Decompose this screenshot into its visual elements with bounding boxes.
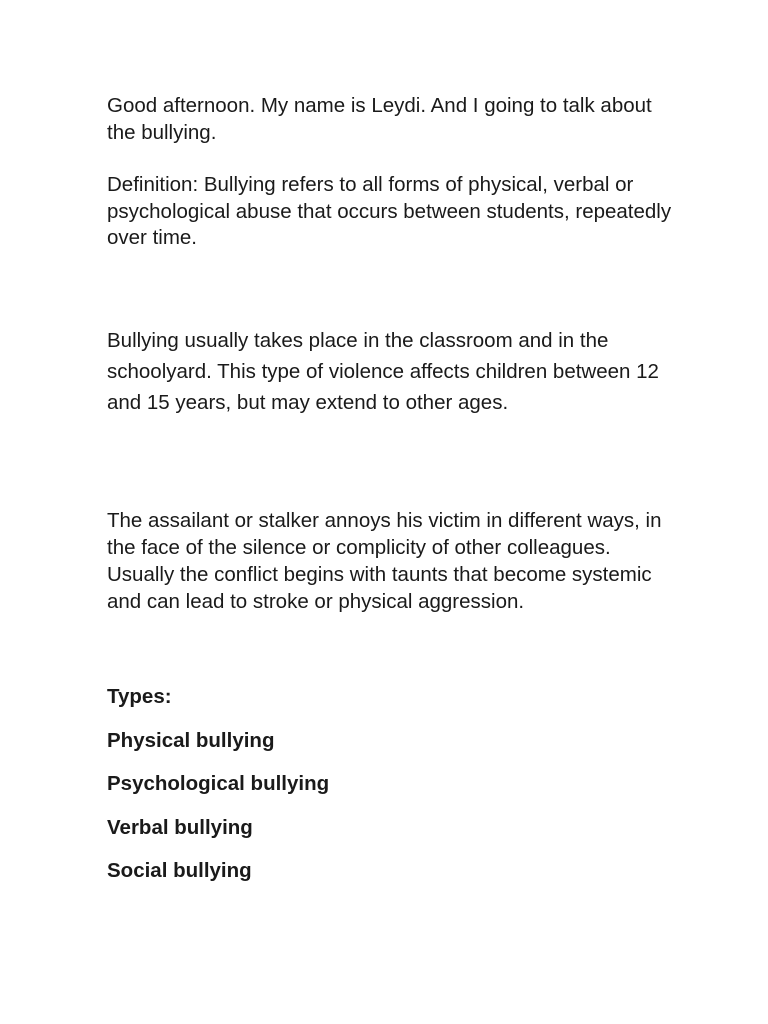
type-item-physical: Physical bullying — [107, 729, 275, 752]
location-paragraph: Bullying usually takes place in the classroom and in the schoolyard. This type of violence affects children between 12 and 15 years, but may extend to other ages. — [107, 329, 659, 414]
assailant-paragraph: The assailant or stalker annoys his victim in different ways, in the face of the silence or complicity of other colleagues. Usually the conflict begins with taunts that become systemic and can lead to stroke or physical aggression. — [107, 509, 662, 613]
type-item-psychological: Psychological bullying — [107, 772, 330, 795]
intro-paragraph: Good afternoon. My name is Leydi. And I going to talk about the bullying. — [107, 94, 652, 144]
type-item-social: Social bullying — [107, 859, 252, 882]
definition-paragraph: Definition: Bullying refers to all forms of physical, verbal or psychological abuse that occurs between students, repeatedly over time. — [107, 173, 672, 249]
type-item-verbal: Verbal bullying — [107, 816, 253, 839]
types-heading: Types: — [107, 685, 172, 708]
